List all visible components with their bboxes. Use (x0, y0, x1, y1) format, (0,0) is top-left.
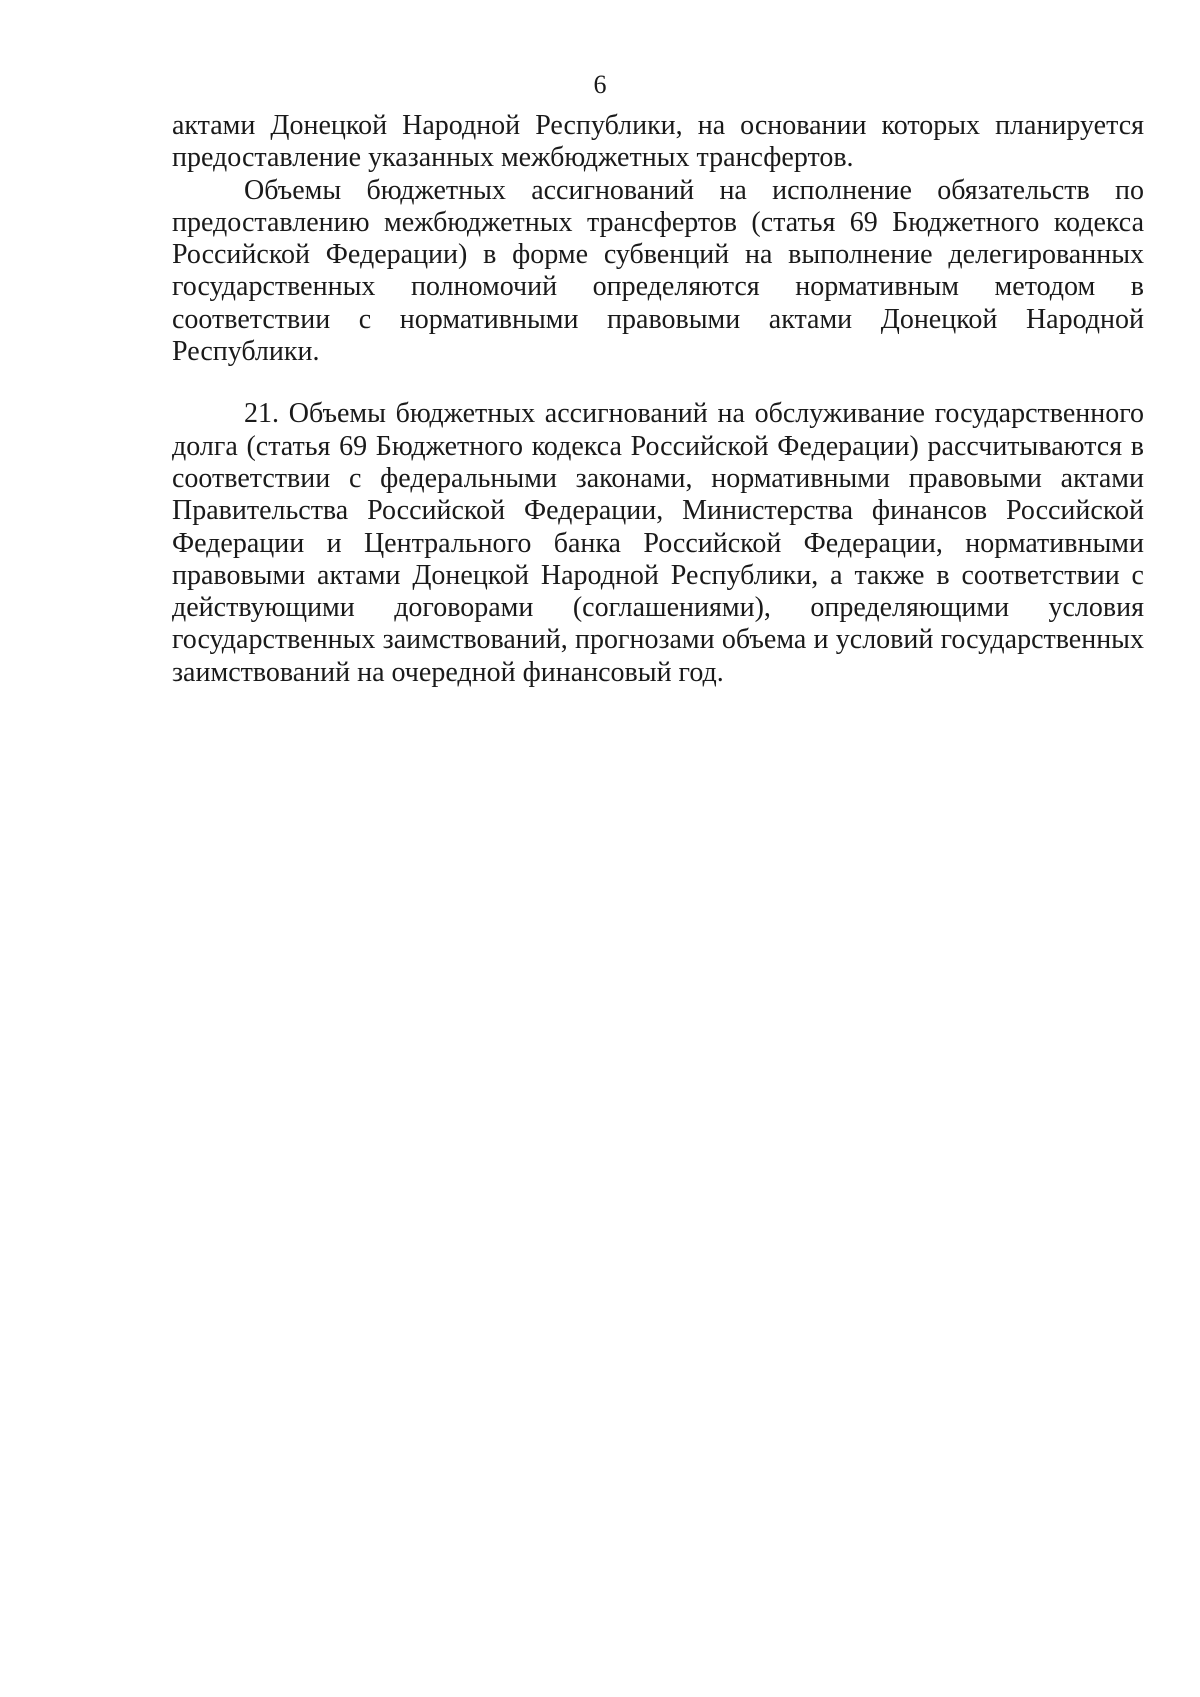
paragraph-continuation: актами Донецкой Народной Республики, на основании которых планируется предоставление указанных межбюджетных трансфертов. (172, 110, 1144, 174)
paragraph-21-debt-servicing: 21. Объемы бюджетных ассигнований на обслуживание государственного долга (статья 69 Бюджетного кодекса Российской Федерации) рассчитываются в соответствии с федеральными законами, нормативными правовыми актами Правительства Российской Федерации, Министерства финансов Российской Федерации и Центрального банка Российской Федерации, нормативными правовыми актами Донецкой Народной Республики, а также в соответствии с действующими договорами (соглашениями), определяющими условия государственных заимствований, прогнозами объема и условий государственных заимствований на очередной финансовый год. (172, 398, 1144, 688)
document-body (172, 110, 1144, 689)
page-number: 6 (593, 70, 607, 99)
paragraph-subventions: Объемы бюджетных ассигнований на исполнение обязательств по предоставлению межбюджетных трансфертов (статья 69 Бюджетного кодекса Российской Федерации) в форме субвенций на выполнение делегированных государственных полномочий определяются нормативным методом в соответствии с нормативными правовыми актами Донецкой Народной Республики. (172, 174, 1144, 368)
